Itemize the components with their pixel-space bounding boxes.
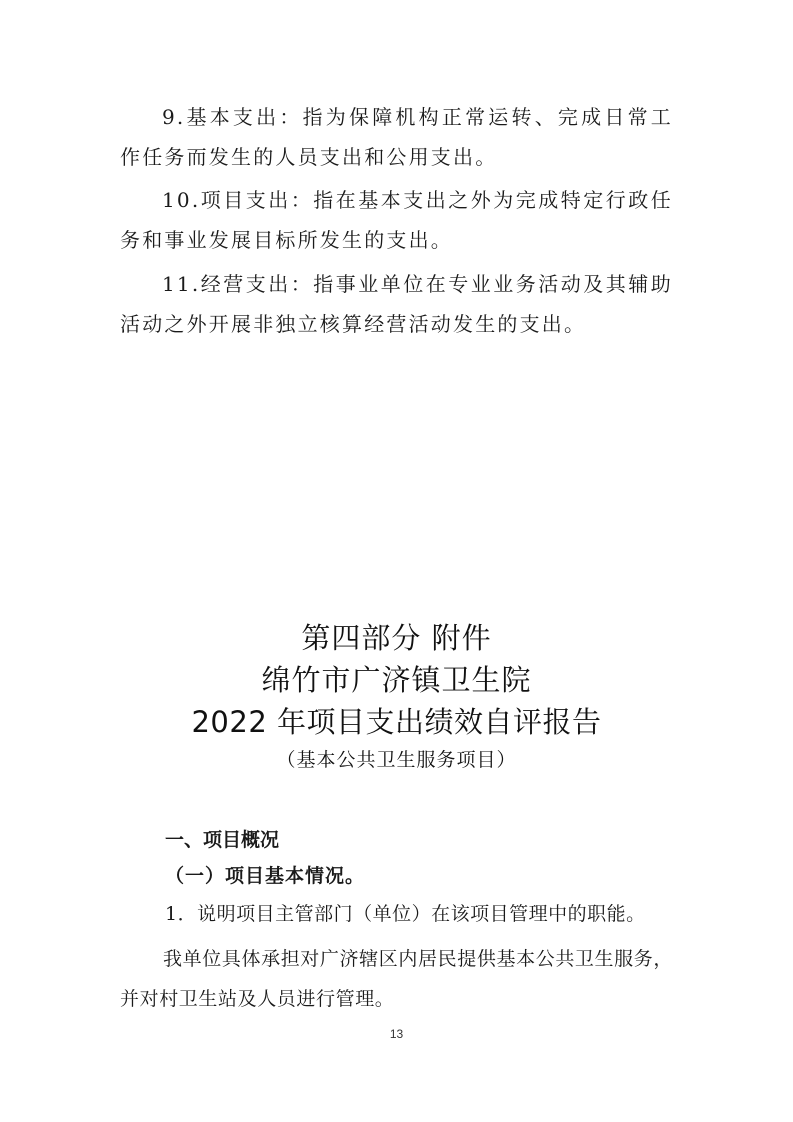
part-title: 第四部分 附件 xyxy=(301,621,492,655)
definition-operating-expenditure: 11.经营支出：指事业单位在专业业务活动及其辅助活动之外开展非独立核算经营活动发生的支出。 xyxy=(120,272,673,336)
section-heading: 一、项目概况 xyxy=(165,829,280,851)
project-subtitle: （基本公共卫生服务项目） xyxy=(276,749,517,771)
report-title: 2022 年项目支出绩效自评报告 xyxy=(191,705,602,739)
definition-basic-expenditure: 9.基本支出：指为保障机构正常运转、完成日常工作任务而发生的人员支出和公用支出。 xyxy=(120,105,673,169)
page-number: 13 xyxy=(389,1027,404,1041)
subsection-heading: （一）项目基本情况。 xyxy=(165,865,366,887)
item-heading: 1．说明项目主管部门（单位）在该项目管理中的职能。 xyxy=(165,903,646,925)
definition-project-expenditure: 10.项目支出：指在基本支出之外为完成特定行政任务和事业发展目标所发生的支出。 xyxy=(120,188,673,252)
body-paragraph: 我单位具体承担对广济辖区内居民提供基本公共卫生服务，并对村卫生站及人员进行管理。 xyxy=(120,948,673,1010)
organization-name: 绵竹市广济镇卫生院 xyxy=(261,663,532,697)
